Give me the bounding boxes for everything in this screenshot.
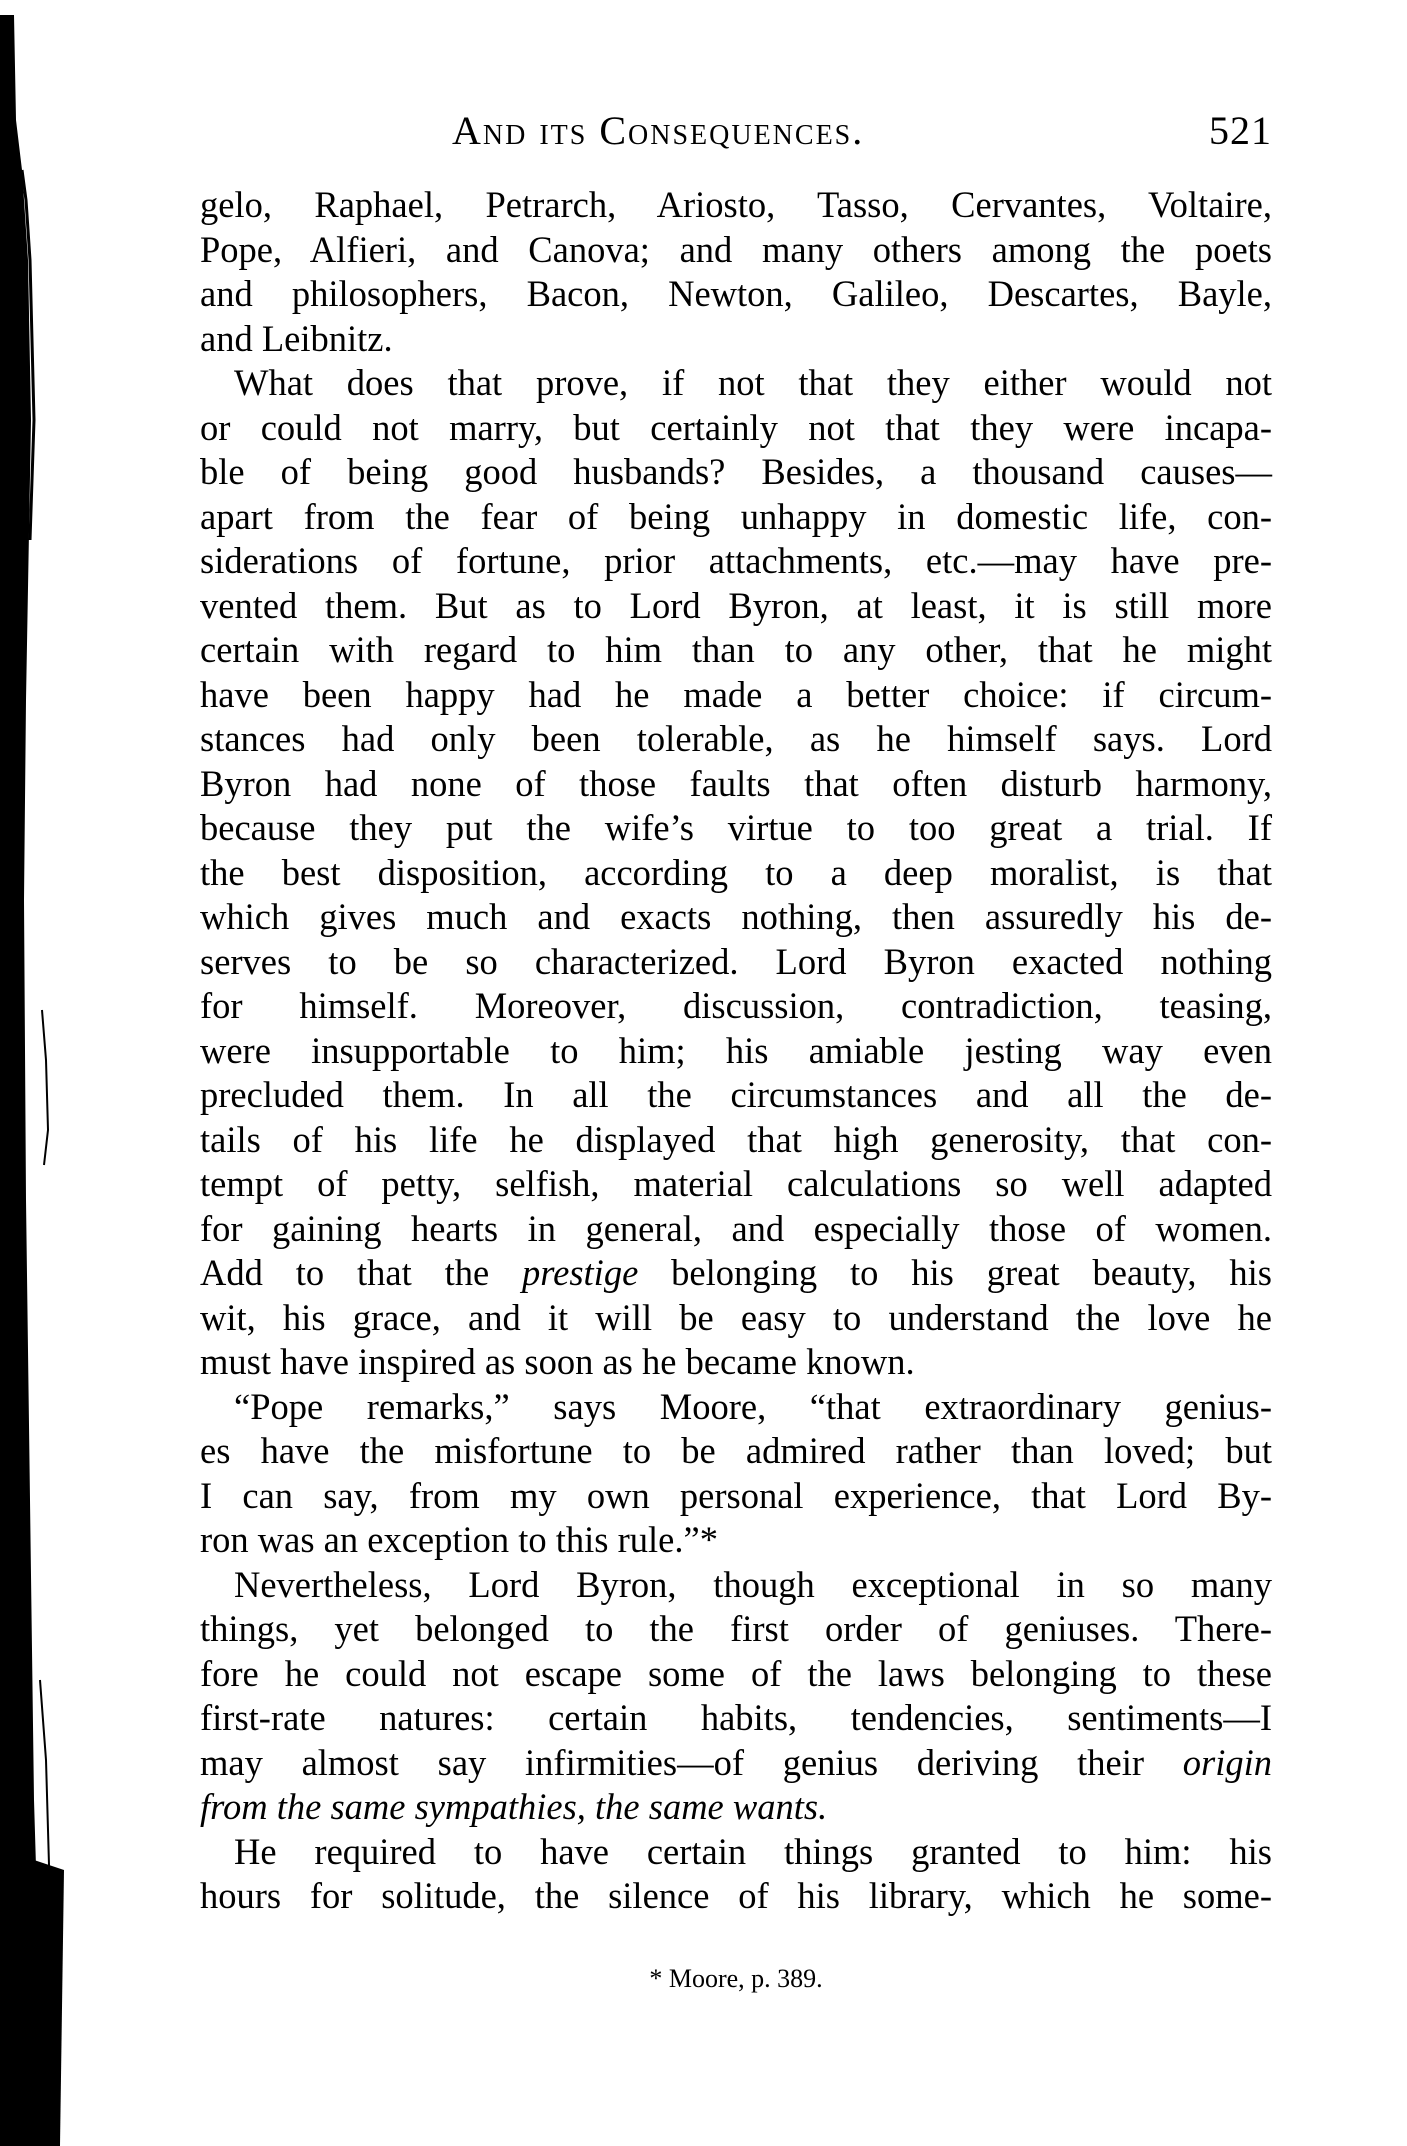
paragraph [200, 1385, 1272, 1563]
text-line: and philosophers, Bacon, Newton, Galileo, Descartes, Bayle, [200, 273, 1272, 314]
text-line: Nevertheless, Lord Byron, though exceptional in so many [234, 1563, 1272, 1605]
text-line: What does that prove, if not that they either would not [234, 362, 1272, 403]
text-line: were insupportable to him; his amiable jesting way even [200, 1029, 1272, 1071]
paragraph [200, 361, 1272, 1385]
italic-emphasis: from the same sympathies, the same wants. [200, 1786, 828, 1827]
text-line: Byron had none of those faults that often disturb harmony, [200, 762, 1272, 804]
text-line: vented them. But as to Lord Byron, at least, it is still more [200, 584, 1272, 626]
text-line: may almost say infirmities—of genius deriving their origin [200, 1741, 1272, 1783]
italic-emphasis: origin [1182, 1741, 1272, 1783]
scan-binding-edge [0, 0, 80, 2146]
text-line: the best disposition, according to a deep moralist, is that [200, 851, 1272, 893]
text-line: es have the misfortune to be admired rather than loved; but [200, 1430, 1272, 1471]
text-line: tails of his life he displayed that high generosity, that con- [200, 1118, 1272, 1160]
text-line: first-rate natures: certain habits, tendencies, sentiments—I [200, 1697, 1272, 1738]
text-line: stances had only been tolerable, as he himself says. Lord [200, 718, 1272, 759]
text-line: “Pope remarks,” says Moore, “that extraordinary genius- [234, 1385, 1272, 1427]
text-line: precluded them. In all the circumstances and all the de- [200, 1074, 1272, 1115]
text-line: apart from the fear of being unhappy in domestic life, con- [200, 495, 1272, 537]
paragraph [200, 1563, 1272, 1830]
text-line: ble of being good husbands? Besides, a thousand causes— [200, 451, 1272, 492]
text-line: for gaining hearts in general, and especially those of women. [200, 1207, 1272, 1249]
text-line: things, yet belonged to the first order of geniuses. There- [200, 1608, 1272, 1649]
text-line: have been happy had he made a better choice: if circum- [200, 673, 1272, 715]
text-line: which gives much and exacts nothing, then assuredly his de- [200, 896, 1272, 937]
text-line: Add to that the prestige belonging to his great beauty, his [200, 1252, 1273, 1293]
paragraph [200, 183, 1272, 361]
text-line [200, 1785, 1272, 1830]
footnote: * Moore, p. 389. [649, 1964, 823, 1993]
text-line: wit, his grace, and it will be easy to understand the love he [200, 1296, 1272, 1338]
text-line: certain with regard to him than to any other, that he might [200, 629, 1272, 670]
text-line: He required to have certain things granted to him: his [234, 1830, 1272, 1872]
text-line: ron was an exception to this rule.”* [200, 1519, 718, 1560]
running-head [200, 106, 1272, 156]
paragraph-container [200, 183, 1272, 1919]
text-line: must have inspired as soon as he became known. [200, 1341, 915, 1382]
page-number: 521 [1209, 108, 1272, 153]
text-line: gelo, Raphael, Petrarch, Ariosto, Tasso, Cervantes, Voltaire, [200, 184, 1272, 225]
italic-emphasis: prestige [522, 1252, 639, 1293]
text-line: fore he could not escape some of the laws belonging to these [200, 1652, 1272, 1694]
text-line: serves to be so characterized. Lord Byron exacted nothing [200, 940, 1272, 982]
text-line: Pope, Alfieri, and Canova; and many others among the poets [200, 228, 1272, 270]
running-title: And its Consequences. [452, 108, 865, 153]
body-text [200, 183, 1272, 1919]
text-line: siderations of fortune, prior attachments, etc.—may have pre- [200, 540, 1272, 581]
text-line: hours for solitude, the silence of his library, which he some- [200, 1875, 1272, 1916]
text-line: tempt of petty, selfish, material calculations so well adapted [200, 1163, 1272, 1204]
text-line: for himself. Moreover, discussion, contradiction, teasing, [200, 985, 1272, 1026]
text-line: or could not marry, but certainly not that they were incapa- [200, 406, 1272, 448]
text-line: and Leibnitz. [200, 317, 393, 359]
text-line: because they put the wife’s virtue to too great a trial. If [200, 807, 1272, 848]
paragraph [200, 1830, 1272, 1919]
text-line: I can say, from my own personal experience, that Lord By- [200, 1474, 1272, 1516]
